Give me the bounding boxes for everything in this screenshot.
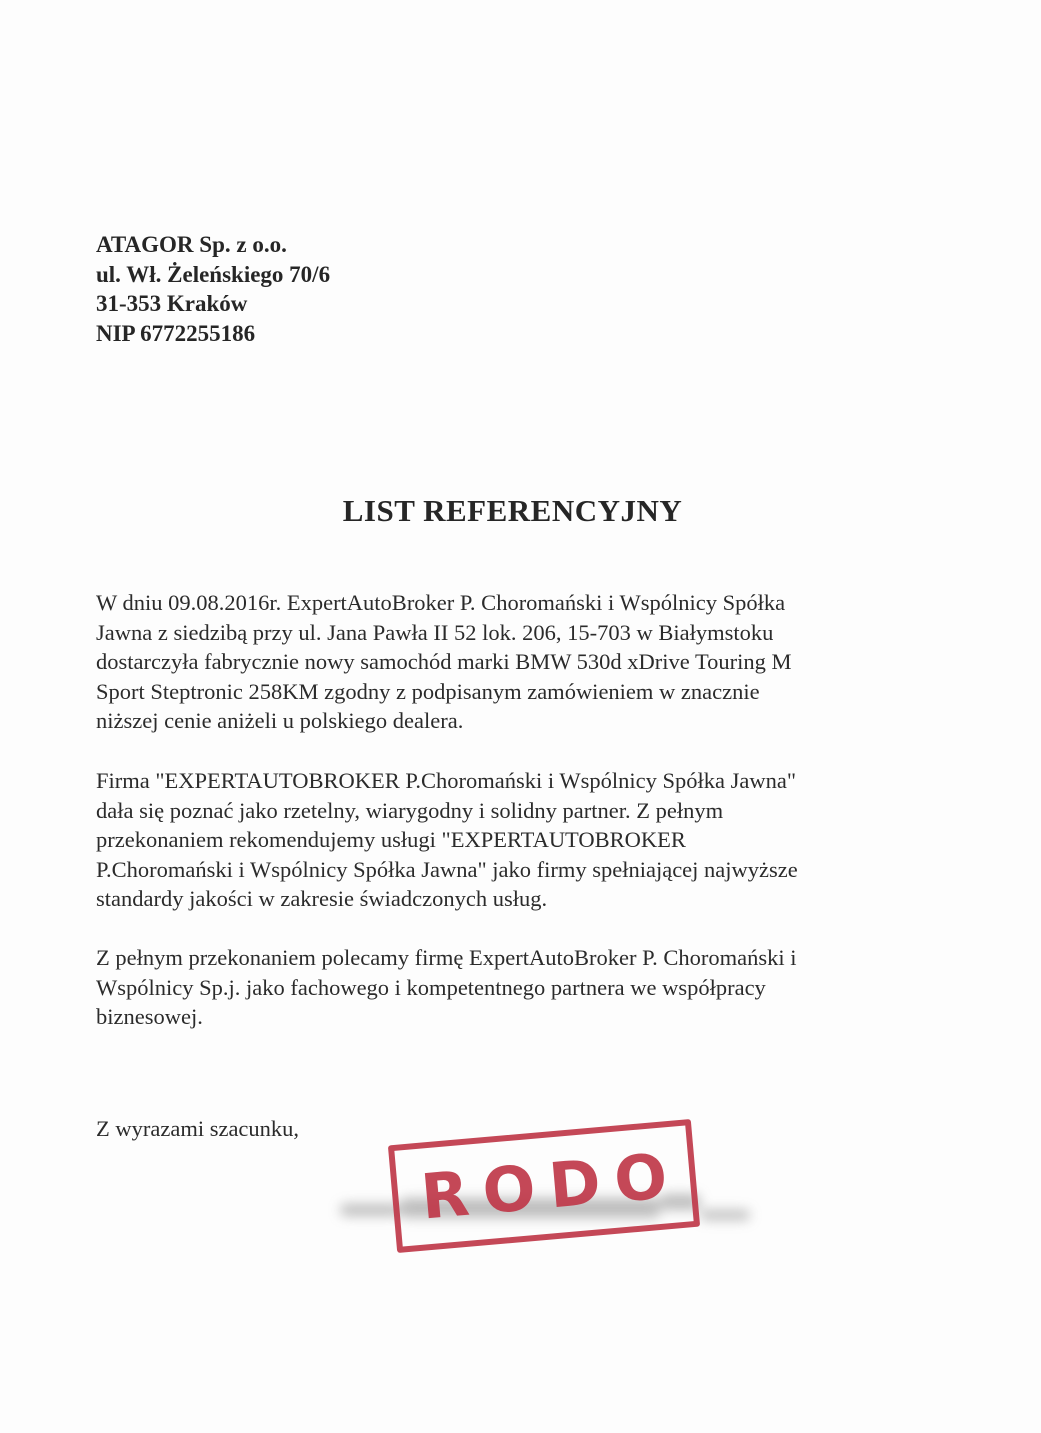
paragraph-line: biznesowej. <box>96 1004 203 1029</box>
paragraph-delivery <box>96 588 916 736</box>
paragraph-endorsement <box>96 943 916 1032</box>
paragraph-line: dała się poznać jako rzetelny, wiarygodny i solidny partner. Z pełnym <box>96 797 724 823</box>
paragraph-line: W dniu 09.08.2016r. ExpertAutoBroker P. Choromański i Wspólnicy Spółka <box>96 590 786 615</box>
letter-title: LIST REFERENCYJNY <box>342 493 683 528</box>
paragraph-line: Wspólnicy Sp.j. jako fachowego i kompetentnego partnera we współpracy <box>96 974 766 1000</box>
paragraph-line: Z pełnym przekonaniem polecamy firmę ExpertAutoBroker P. Choromański i <box>96 945 797 970</box>
sender-tax-id: NIP 6772255186 <box>96 320 256 346</box>
paragraph-line: Sport Steptronic 258KM zgodny z podpisanym zamówieniem w znacznie <box>96 678 760 704</box>
paragraph-line: standardy jakości w zakresie świadczonych usług. <box>96 886 548 911</box>
sender-city: 31-353 Kraków <box>96 291 248 316</box>
sender-street: ul. Wł. Żeleńskiego 70/6 <box>96 261 331 287</box>
paragraph-line: niższej cenie aniżeli u polskiego dealera. <box>96 708 464 733</box>
sender-address-block <box>96 230 330 348</box>
paragraph-line: P.Choromański i Wspólnicy Spółka Jawna" jako firmy spełniającej najwyższe <box>96 856 798 882</box>
paragraph-line: przekonaniem rekomendujemy usługi "EXPERTAUTOBROKER <box>96 827 686 852</box>
paragraph-line: Firma "EXPERTAUTOBROKER P.Choromański i Wspólnicy Spółka Jawna" <box>96 768 797 793</box>
sender-company-name: ATAGOR Sp. z o.o. <box>96 232 287 257</box>
stamp-text: RODO <box>417 1137 684 1234</box>
closing-phrase: Z wyrazami szacunku, <box>96 1116 300 1141</box>
paragraph-line: dostarczyła fabrycznie nowy samochód marki BMW 530d xDrive Touring M <box>96 649 792 674</box>
paragraph-recommendation <box>96 766 916 914</box>
paragraph-line: Jawna z siedzibą przy ul. Jana Pawła II 52 lok. 206, 15-703 w Białymstoku <box>96 619 774 645</box>
rodo-stamp <box>388 1119 700 1253</box>
